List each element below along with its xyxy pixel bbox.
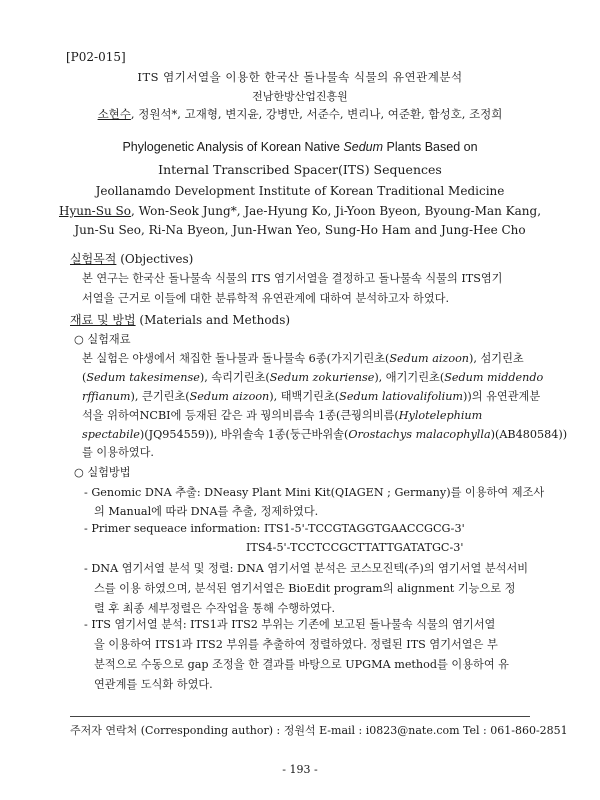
materials-line1: 본 실험은 야생에서 채집한 돌나물과 돌나물속 6종(가지기린초(Sedum aizoon), 섬기린초	[82, 352, 524, 365]
materials-line5: spectabile)(JQ954559)), 바위솔속 1종(둥근바위솔(Orostachys malacophylla)(AB480584))	[82, 428, 568, 441]
materials-line3: rffianum), 큰기린초(Sedum aizoon), 태백기린초(Sedum latiovalifolium))의 유연관계분	[82, 390, 541, 403]
footer-rule	[70, 716, 530, 717]
objectives-line2: 서열을 근거로 이들에 대한 분류학적 유연관계에 대하여 분석하고자 하였다.	[82, 292, 450, 305]
presenter-ko: 소현수	[97, 107, 131, 121]
materials-subheading: ○ 실험재료	[74, 333, 131, 346]
methods-subheading: ○ 실험방법	[74, 466, 131, 479]
english-title-line1: Phylogenetic Analysis of Korean Native Sedum Plants Based on	[122, 140, 478, 154]
primer-line1: - Primer sequeace information: ITS1-5'-TCCGTAGGTGAACCGCG-3'	[84, 522, 465, 535]
its-analysis-line4: 연관계를 도식화 하였다.	[94, 678, 213, 691]
english-authors-line2: Jun-Su Seo, Ri-Na Byeon, Jun-Hwan Yeo, Sung-Ho Ham and Jung-Hee Cho	[74, 223, 526, 237]
sequencing-line3: 렬 후 최종 세부정렬은 수작업을 통해 수행하였다.	[94, 602, 336, 615]
korean-title: ITS 염기서열을 이용한 한국산 돌나물속 식물의 유연관계분석	[137, 70, 463, 84]
materials-line2: (Sedum takesimense), 속리기린초(Sedum zokuriense), 애기기린초(Sedum middendo	[82, 371, 544, 384]
methods-heading: 재료 및 방법 (Materials and Methods)	[70, 313, 291, 327]
objectives-line1: 본 연구는 한국산 돌나물속 식물의 ITS 염기서열을 결정하고 돌나물속 식물의 ITS염기	[82, 272, 503, 285]
korean-authors	[0, 106, 600, 122]
primer-line2: ITS4-5'-TCCTCCGCTTATTGATATGC-3'	[246, 541, 464, 554]
its-analysis-line2: 을 이용하여 ITS1과 ITS2 부위를 추출하여 정렬하였다. 정렬된 ITS 염기서열은 부	[94, 638, 498, 651]
page-number: - 193 -	[282, 763, 318, 776]
dna-extraction-line1: - Genomic DNA 추출: DNeasy Plant Mini Kit(QIAGEN ; Germany)를 이용하여 제조사	[84, 486, 545, 499]
corresponding-author: 주저자 연락처 (Corresponding author) : 정원석 E-mail : i0823@nate.com Tel : 061-860-2851	[70, 724, 568, 737]
sequencing-line2: 스를 이용 하였으며, 분석된 염기서열은 BioEdit program의 alignment 기능으로 정	[94, 582, 516, 595]
materials-line4: 석을 위하여NCBI에 등재된 같은 과 꿩의비름속 1종(큰꿩의비름(Hylotelephium	[82, 409, 483, 422]
sequencing-line1: - DNA 염기서열 분석 및 정렬: DNA 염기서열 분석은 코스모진텍(주)의 염기서열 분석서비	[84, 562, 529, 575]
english-title-line2: Internal Transcribed Spacer(ITS) Sequences	[158, 162, 442, 177]
english-affiliation: Jeollanamdo Development Institute of Korean Traditional Medicine	[95, 184, 505, 198]
presenter-en: Hyun-Su So	[58, 204, 131, 218]
korean-authors-rest: , 정원석*, 고재형, 변지윤, 강병만, 서준수, 변리나, 여준환, 함성호, 조정희	[130, 107, 503, 121]
objectives-heading: 실험목적 (Objectives)	[70, 252, 194, 266]
dna-extraction-line2: 의 Manual에 따라 DNA를 추출, 정제하였다.	[94, 505, 319, 518]
english-authors-line1: Hyun-Su So, Won-Seok Jung*, Jae-Hyung Ko, Ji-Yoon Byeon, Byoung-Man Kang,	[58, 204, 542, 218]
its-analysis-line3: 분적으로 수동으로 gap 조정을 한 결과를 바탕으로 UPGMA method를 이용하여 유	[94, 658, 509, 671]
materials-line6: 를 이용하였다.	[82, 446, 154, 459]
its-analysis-line1: - ITS 염기서열 분석: ITS1과 ITS2 부위는 기존에 보고된 돌나물속 식물의 염기서열	[84, 618, 496, 631]
abstract-code: [P02-015]	[66, 50, 126, 64]
korean-affiliation: 전남한방산업진흥원	[252, 90, 348, 103]
